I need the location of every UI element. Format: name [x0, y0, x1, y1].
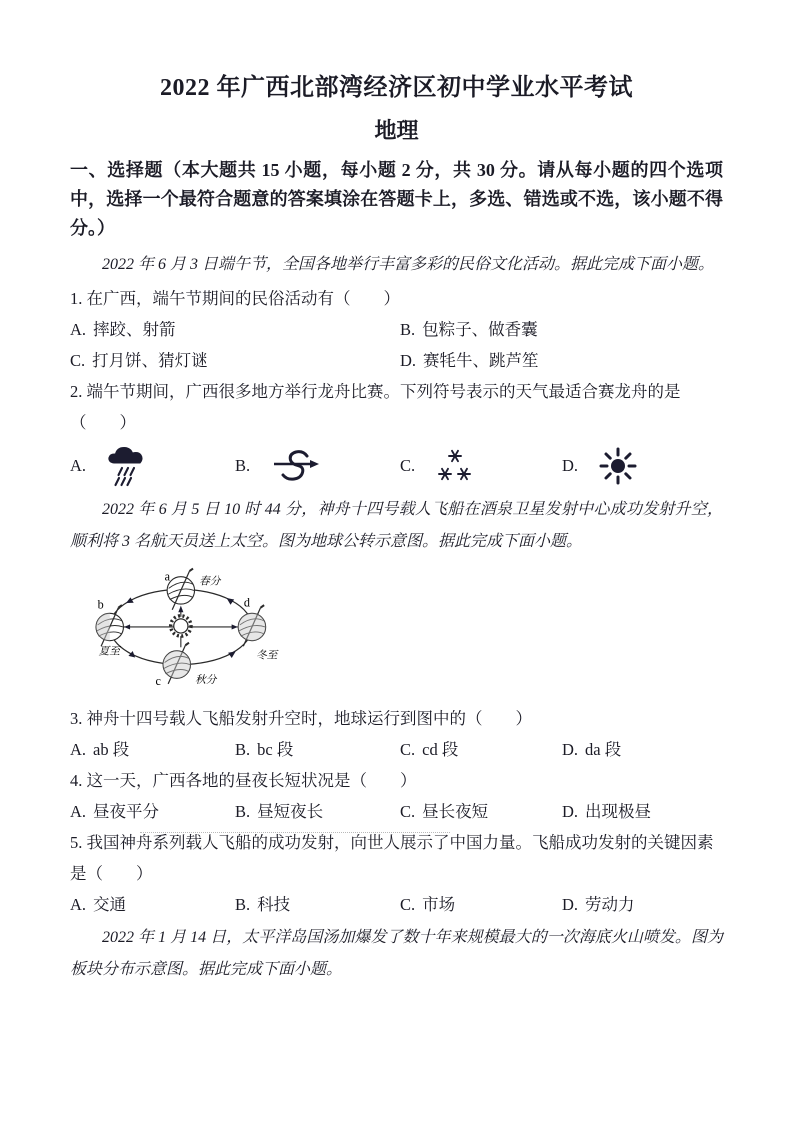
option-letter: C. [400, 740, 416, 759]
sun-icon [171, 616, 191, 636]
earth-globe-autumn-equinox [163, 643, 190, 684]
line-arrow-icon [124, 624, 130, 629]
question-5-stem: 5. 我国神舟系列载人飞船的成功发射，向世人展示了中国力量。飞船成功发射的关键因素是（ ） [70, 833, 714, 883]
option-letter: D. [562, 802, 579, 821]
orbit-arrow-icon [128, 651, 135, 658]
question-3-stem: 3. 神舟十四号载人飞船发射升空时，地球运行到图中的（ ） [70, 709, 532, 728]
option-text: 摔跤、射箭 [93, 320, 176, 339]
option-4c [400, 796, 562, 827]
option-3d [562, 734, 723, 765]
option-letter: B. [235, 456, 251, 475]
option-letter: A. [70, 320, 87, 339]
option-text: bc 段 [257, 740, 294, 759]
diagram-label-a: a [164, 569, 170, 584]
option-text: 出现极昼 [585, 802, 652, 821]
passage-tonga-eruption: 2022 年 1 月 14 日，太平洋岛国汤加爆发了数十年来规模最大的一次海底火山喷发。图为板块分布示意图。据此完成下面小题。 [70, 929, 723, 978]
option-letter: B. [235, 740, 251, 759]
moderate-snow-icon [434, 447, 476, 485]
option-text: da 段 [585, 740, 622, 759]
option-letter: C. [70, 351, 86, 370]
section-heading: 一、选择题（本大题共 15 小题，每小题 2 分，共 30 分。请从每小题的四个选项中，选择一个最符合题意的答案填涂在答题卡上，多选、错选或不选，该小题不得分。） [70, 160, 723, 238]
option-text: 科技 [257, 895, 291, 914]
sunny-icon [597, 445, 639, 487]
option-letter: A. [70, 802, 87, 821]
option-letter: D. [562, 740, 579, 759]
line-arrow-icon [178, 606, 183, 613]
option-letter: D. [562, 456, 579, 475]
earth-revolution-diagram [66, 564, 316, 699]
option-3a [70, 734, 235, 765]
option-text: 昼长夜短 [422, 802, 489, 821]
option-letter: D. [562, 895, 579, 914]
option-text: 包粽子、做香囊 [422, 320, 538, 339]
option-letter: B. [400, 320, 416, 339]
option-2a [70, 444, 235, 488]
option-text: 昼短夜长 [257, 802, 324, 821]
option-1a [70, 314, 400, 345]
option-1c [70, 345, 400, 376]
option-text: 交通 [93, 895, 127, 914]
option-letter: B. [235, 895, 251, 914]
option-3b [235, 734, 400, 765]
option-4b [235, 796, 400, 827]
option-text: 打月饼、猜灯谜 [92, 351, 208, 370]
question-3-options [70, 734, 723, 765]
question-4-stem: 4. 这一天，广西各地的昼夜长短状况是（ ） [70, 771, 417, 790]
option-letter: C. [400, 895, 416, 914]
option-5d [562, 889, 723, 920]
option-letter: A. [70, 740, 87, 759]
diagram-label-b: b [97, 597, 104, 612]
typhoon-icon [269, 449, 321, 483]
option-letter: D. [400, 351, 417, 370]
diagram-term-summer-solstice: 夏至 [98, 646, 120, 658]
option-4a [70, 796, 235, 827]
option-5a [70, 889, 235, 920]
option-text: 赛牦牛、跳芦笙 [423, 351, 539, 370]
option-4d [562, 796, 723, 827]
option-2b [235, 449, 400, 483]
question-5-options [70, 889, 723, 920]
earth-globe-spring-equinox [164, 569, 194, 610]
option-5c [400, 889, 562, 920]
option-3c [400, 734, 562, 765]
option-text: 昼夜平分 [93, 802, 160, 821]
option-5b [235, 889, 400, 920]
question-2-stem: 2. 端午节期间，广西很多地方举行龙舟比赛。下列符号表示的天气最适合赛龙舟的是（ ） [70, 382, 681, 432]
exam-title: 2022 年广西北部湾经济区初中学业水平考试 [160, 75, 633, 101]
option-1d [400, 345, 723, 376]
question-1-options [70, 314, 723, 376]
question-1-stem: 1. 在广西，端午节期间的民俗活动有（ ） [70, 289, 400, 308]
diagram-term-winter-solstice: 冬至 [256, 650, 278, 662]
option-2c [400, 447, 562, 485]
moderate-rain-icon [105, 444, 149, 488]
orbit-arrow-icon [126, 597, 134, 603]
option-1b [400, 314, 723, 345]
option-letter: A. [70, 895, 87, 914]
option-text: ab 段 [93, 740, 130, 759]
passage-shenzhou-14: 2022 年 6 月 5 日 10 时 44 分，神舟十四号载人飞船在酒泉卫星发射中心成功发射升空，顺利将 3 名航天员送上太空。图为地球公转示意图。据此完成下面小题。 [70, 501, 723, 550]
option-text: 市场 [422, 895, 456, 914]
line-arrow-icon [232, 624, 238, 629]
option-letter: B. [235, 802, 251, 821]
option-text: cd 段 [422, 740, 459, 759]
exam-subject: 地理 [374, 118, 419, 143]
option-letter: C. [400, 802, 416, 821]
earth-globe-winter-solstice [238, 605, 265, 646]
diagram-term-autumn-equinox: 秋分 [195, 674, 217, 686]
question-4-options [70, 796, 723, 827]
cropped-figure-top-edge [140, 832, 450, 833]
option-letter: A. [70, 456, 87, 475]
diagram-label-c: c [155, 673, 161, 688]
passage-dragon-boat-festival: 2022 年 6 月 3 日端午节，全国各地举行丰富多彩的民俗文化活动。据此完成下面小题。 [102, 256, 715, 273]
option-2d [562, 445, 723, 487]
diagram-term-spring-equinox: 春分 [199, 576, 221, 588]
question-2-options [70, 440, 723, 492]
option-letter: C. [400, 456, 416, 475]
option-text: 劳动力 [585, 895, 635, 914]
diagram-label-d: d [243, 595, 250, 610]
